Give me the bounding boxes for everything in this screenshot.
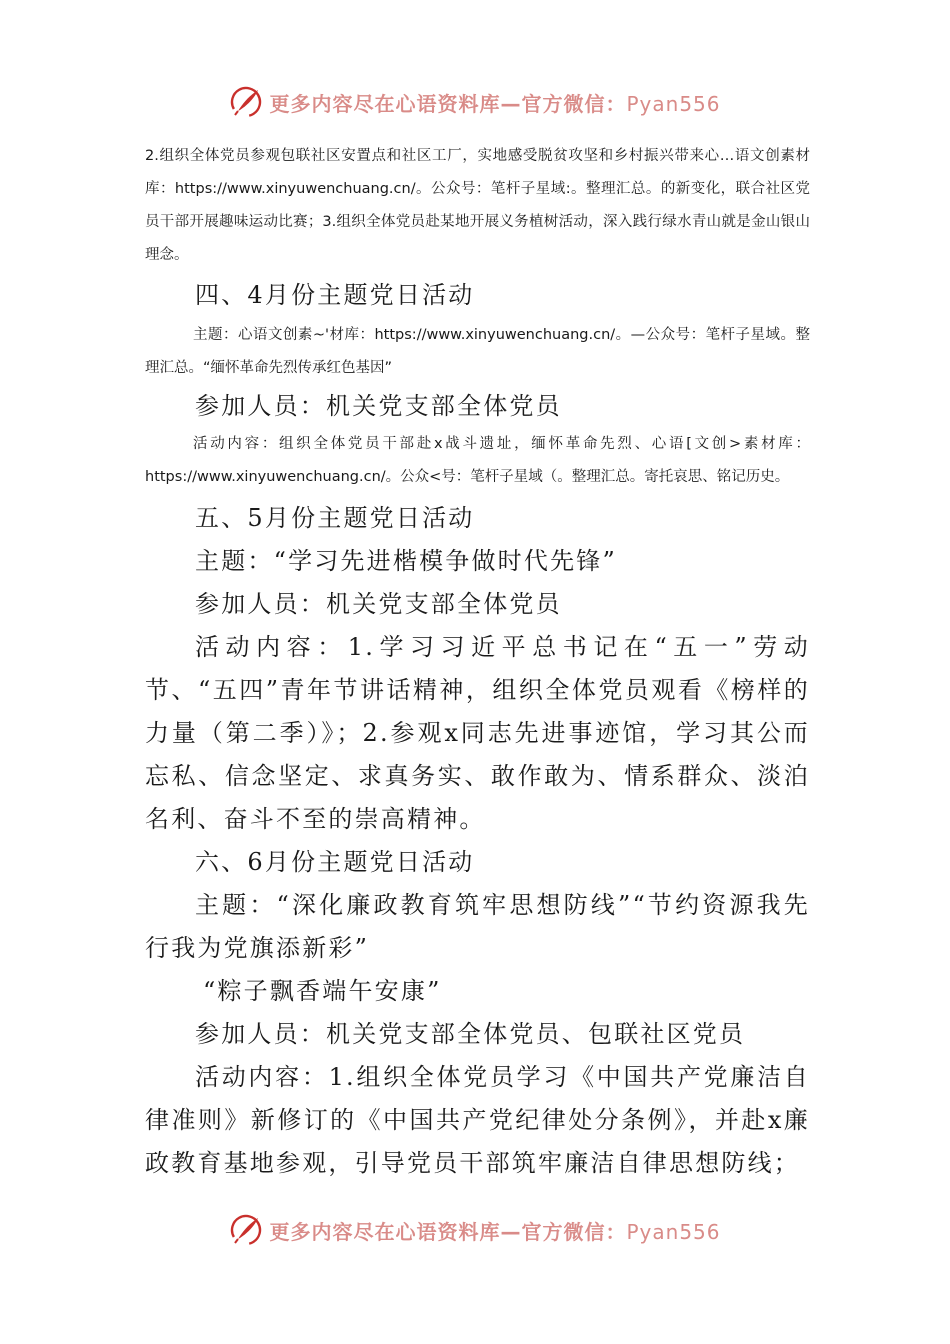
section-heading-may: 五、5月份主题党日活动 — [195, 504, 475, 532]
quill-pen-logo-icon — [229, 85, 263, 119]
banner-wechat-id: Pyan556 — [626, 1219, 721, 1244]
banner-text — [269, 88, 720, 117]
june-theme-secondary: “粽子飘香端午安康” — [203, 977, 442, 1005]
banner-text-cn: 更多内容尽在心语资料库—官方微信： — [269, 1219, 627, 1244]
section-heading-april: 四、4月份主题党日活动 — [195, 281, 475, 309]
banner-wechat-id: Pyan556 — [626, 91, 721, 116]
header-banner — [0, 82, 950, 122]
paragraph-activity-list: 2.组织全体党员参观包联社区安置点和社区工厂，实地感受脱贫攻坚和乡村振兴带来心…语文创素材库：https://www.xinyuwenchuang.cn/。公众号：笔杆子星域:。整理汇总。的新变化，联合社区党员干部开展趣味运动比赛；3.组织全体党员赴某地开展义务植树活动，深入践行绿水青山就是金山银山理念。 — [145, 148, 810, 263]
june-theme: 主题：“深化廉政教育筑牢思想防线”“节约资源我先行我为党旗添新彩” — [145, 891, 810, 962]
may-theme: 主题：“学习先进楷模争做时代先锋” — [195, 547, 617, 575]
june-participants: 参加人员：机关党支部全体党员、包联社区党员 — [195, 1020, 746, 1048]
banner-text-cn: 更多内容尽在心语资料库—官方微信： — [269, 91, 627, 116]
may-content: 活动内容：1.学习习近平总书记在“五一”劳动节、“五四”青年节讲话精神，组织全体党员观看《榜样的力量（第二季）》；2.参观x同志先进事迹馆，学习其公而忘私、信念坚定、求真务实、敢作敢为、情系群众、淡泊名利、奋斗不至的崇高精神。 — [145, 633, 810, 833]
quill-pen-logo-icon — [229, 1213, 263, 1247]
april-content: 活动内容：组织全体党员干部赴x战斗遗址，缅怀革命先烈、心语[文创>素材库：https://www.xinyuwenchuang.cn/。公众<号：笔杆子星域（。整理汇总。寄托哀思、铭记历史。 — [145, 436, 810, 485]
footer-banner — [0, 1210, 950, 1250]
banner-text — [269, 1216, 720, 1245]
april-theme: 主题：心语文创素~'材库：https://www.xinyuwenchuang.cn/。—公众号：笔杆子星域。整理汇总。“缅怀革命先烈传承红色基因” — [145, 327, 810, 376]
document-body — [145, 140, 810, 1185]
june-content: 活动内容：1.组织全体党员学习《中国共产党廉洁自律准则》新修订的《中国共产党纪律处分条例》，并赴x廉政教育基地参观，引导党员干部筑牢廉洁自律思想防线； — [145, 1063, 810, 1177]
may-participants: 参加人员：机关党支部全体党员 — [195, 590, 562, 618]
april-participants: 参加人员：机关党支部全体党员 — [195, 392, 562, 420]
section-heading-june: 六、6月份主题党日活动 — [195, 848, 475, 876]
